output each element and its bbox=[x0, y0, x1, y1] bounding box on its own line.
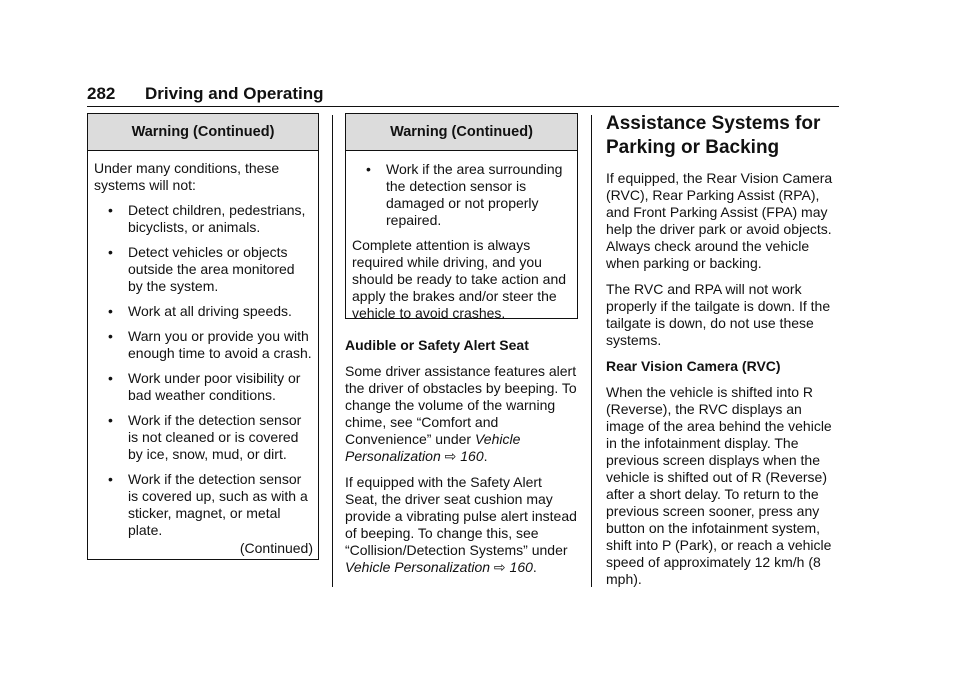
warning-bullet: • Work if the detection sensor is not cleaned or is covered by ice, snow, mud, or dirt. bbox=[108, 412, 302, 462]
cross-reference-link[interactable]: Vehicle Personalization ⇨ 160 bbox=[345, 559, 533, 575]
warning-box-1 bbox=[87, 113, 319, 560]
warning-title: Warning (Continued) bbox=[88, 114, 318, 151]
page-number: 282 bbox=[87, 84, 116, 103]
warning-paragraph: Complete attention is always required while driving, and you should be ready to take action and apply the brakes and/or steer the vehicle to avoid crashes. bbox=[352, 237, 567, 321]
warning-bullet: • Work under poor visibility or bad weather conditions. bbox=[108, 370, 301, 403]
alert-seat-paragraph-1: Some driver assistance features alert the driver of obstacles by beeping. To change the volume of the warning chime, see “Comfort and Convenience” under Vehicle Personalization ⇨ 160. bbox=[345, 363, 577, 464]
cross-reference-link[interactable]: Vehicle Personalization ⇨ 160 bbox=[345, 431, 521, 464]
assistance-heading: Assistance Systems for Parking or Backing bbox=[606, 113, 821, 158]
warning-bullet: • Work if the detection sensor is covered up, such as with a sticker, magnet, or metal plate. bbox=[108, 471, 308, 538]
warning-bullet: • Detect vehicles or objects outside the area monitored by the system. bbox=[108, 244, 295, 294]
warning-bullet: • Warn you or provide you with enough time to avoid a crash. bbox=[108, 328, 312, 361]
warning-bullet: • Detect children, pedestrians, bicyclists, or animals. bbox=[108, 202, 306, 235]
assistance-paragraph-1: If equipped, the Rear Vision Camera (RVC), Rear Parking Assist (RPA), and Front Parking Assist (FPA) may help the driver park or avoid objects. Always check around the vehicle when parking or backing. bbox=[606, 170, 833, 271]
warning-intro: Under many conditions, these systems will not: bbox=[94, 160, 280, 193]
alert-seat-heading: Audible or Safety Alert Seat bbox=[345, 337, 529, 353]
alert-seat-section bbox=[345, 337, 577, 585]
warning-bullet: • Work at all driving speeds. bbox=[108, 303, 292, 319]
assistance-section bbox=[606, 112, 842, 597]
warning-bullet: • Work if the area surrounding the detection sensor is damaged or not properly repaired. bbox=[366, 161, 563, 228]
continued-label: (Continued) bbox=[239, 540, 313, 556]
assistance-paragraph-2: The RVC and RPA will not work properly if the tailgate is down. If the tailgate is down, do not use these systems. bbox=[606, 281, 831, 348]
alert-seat-paragraph-2: If equipped with the Safety Alert Seat, the driver seat cushion may provide a vibrating pulse alert instead of beeping. To change this, see “Collision/Detection Systems” under Vehicle Personalization ⇨ 160. bbox=[345, 474, 577, 575]
warning-box-2 bbox=[345, 113, 578, 319]
section-title: Driving and Operating bbox=[145, 84, 324, 103]
column-divider-2 bbox=[591, 115, 592, 587]
column-divider-1 bbox=[332, 115, 333, 587]
rvc-heading: Rear Vision Camera (RVC) bbox=[606, 358, 781, 374]
rvc-paragraph: When the vehicle is shifted into R (Reverse), the RVC displays an image of the area behind the vehicle in the infotainment display. The previous screen displays when the vehicle is shifted out of R (Reverse) after a short delay. To return to the previous screen sooner, press any button on the infotainment system, shift into P (Park), or reach a vehicle speed of approximately 12 km/h (8 mph). bbox=[606, 384, 832, 587]
page-header bbox=[87, 84, 839, 107]
warning-title: Warning (Continued) bbox=[346, 114, 577, 151]
